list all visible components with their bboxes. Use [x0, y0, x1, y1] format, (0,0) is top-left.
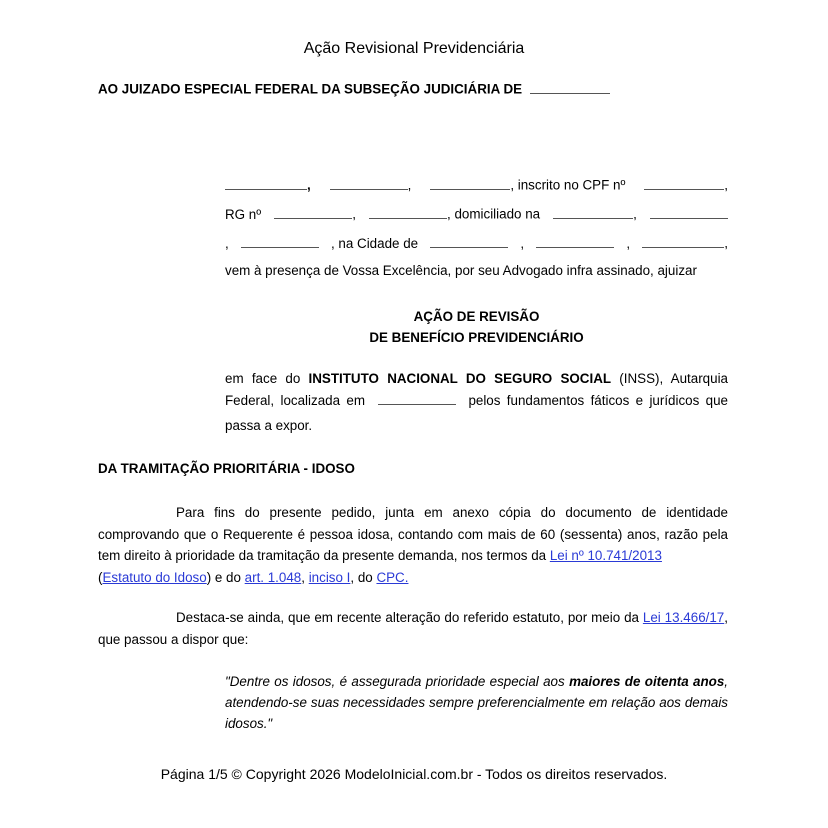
defendant-paragraph [225, 368, 728, 412]
link-inciso-i[interactable]: inciso I [308, 569, 351, 585]
number-blank [650, 205, 728, 219]
rg-label: RG nº [225, 206, 262, 222]
section-heading: DA TRAMITAÇÃO PRIORITÁRIA - IDOSO [98, 461, 355, 476]
court-heading [98, 80, 610, 97]
comma: , [352, 206, 356, 222]
state-blank [536, 234, 614, 248]
amendment-text-end: , que passou a dispor que: [98, 610, 728, 647]
court-heading-text: AO JUIZADO ESPECIAL FEDERAL DA SUBSEÇÃO JUDICIÁRIA DE [98, 81, 523, 97]
qualification-line-1 [225, 176, 728, 193]
district-blank [241, 234, 319, 248]
page-footer: Página 1/5 © Copyright 2026 ModeloInicial.com.br - Todos os direitos reservados. [160, 766, 668, 782]
amendment-paragraph [98, 607, 728, 650]
comma: , [724, 235, 728, 251]
domiciled-label: , domiciliado na [447, 206, 541, 222]
cpf-blank [644, 176, 724, 190]
quote-emphasis: maiores de oitenta anos [569, 674, 725, 689]
issuer-blank [369, 205, 447, 219]
name-blank [225, 176, 307, 190]
qualification-line-3 [225, 234, 728, 251]
law-quote [225, 671, 728, 734]
link-estatuto-idoso[interactable]: Estatuto do Idoso [102, 569, 207, 585]
comma: , [407, 177, 412, 193]
defendant-paragraph-end: passa a expor. [225, 418, 313, 433]
comma: , [633, 206, 637, 222]
priority-text: Para fins do presente pedido, junta em anexo cópia do documento de identidade comprovando que o Requerente é pessoa idosa, contando com mais de 60 (sessenta) anos, razão pela tem direito à prioridade da tramitação da presente demanda, nos termos da [98, 505, 728, 563]
defendant-grounds-text: pelos fundamentos fáticos e jurídicos que [468, 393, 728, 408]
street-blank [553, 205, 633, 219]
zip-blank [642, 234, 724, 248]
comma: , [724, 177, 728, 193]
defendant-location-label: Federal, localizada em [225, 393, 365, 408]
city-blank [430, 234, 508, 248]
location-blank [378, 391, 456, 405]
nationality-blank [330, 176, 408, 190]
document-header-title: Ação Revisional Previdenciária [303, 40, 525, 57]
link-cpc[interactable]: CPC. [376, 569, 409, 585]
amendment-text: Destaca-se ainda, que em recente alteração do referido estatuto, por meio da [176, 610, 643, 625]
civil-status-blank [430, 176, 510, 190]
comma: , [626, 235, 631, 251]
text: , do [350, 569, 377, 585]
action-title-line-1: AÇÃO DE REVISÃO [413, 309, 540, 324]
action-title-line-2: DE BENEFÍCIO PREVIDENCIÁRIO [369, 330, 584, 345]
link-lei-10741[interactable]: Lei nº 10.741/2013 [549, 548, 662, 563]
cpf-label: , inscrito no CPF nº [510, 177, 626, 193]
link-art-1048[interactable]: art. 1.048 [244, 569, 302, 585]
city-label: , na Cidade de [330, 235, 419, 251]
qualification-line-2 [225, 205, 728, 222]
action-title [225, 306, 728, 348]
priority-paragraph [98, 502, 728, 588]
link-lei-13466[interactable]: Lei 13.466/17 [642, 610, 725, 625]
text: , [301, 569, 309, 585]
defendant-suffix: (INSS), Autarquia [611, 371, 728, 386]
rg-blank [274, 205, 352, 219]
quote-text-end: , atendendo-se suas necessidades sempre preferencialmente em relação aos demais idosos." [225, 674, 728, 731]
defendant-entity: INSTITUTO NACIONAL DO SEGURO SOCIAL [308, 371, 612, 386]
comma: , [225, 235, 229, 251]
text: ( [98, 569, 103, 585]
defendant-prefix: em face do [225, 371, 309, 386]
appearance-text: vem à presença de Vossa Excelência, por seu Advogado infra assinado, ajuizar [225, 263, 697, 278]
comma: , [520, 235, 525, 251]
court-blank [530, 80, 610, 94]
qualification-line-4 [225, 263, 728, 278]
comma: , [307, 177, 311, 193]
quote-text: "Dentre os idosos, é assegurada prioridade especial aos [225, 674, 570, 689]
text: ) e do [206, 569, 245, 585]
